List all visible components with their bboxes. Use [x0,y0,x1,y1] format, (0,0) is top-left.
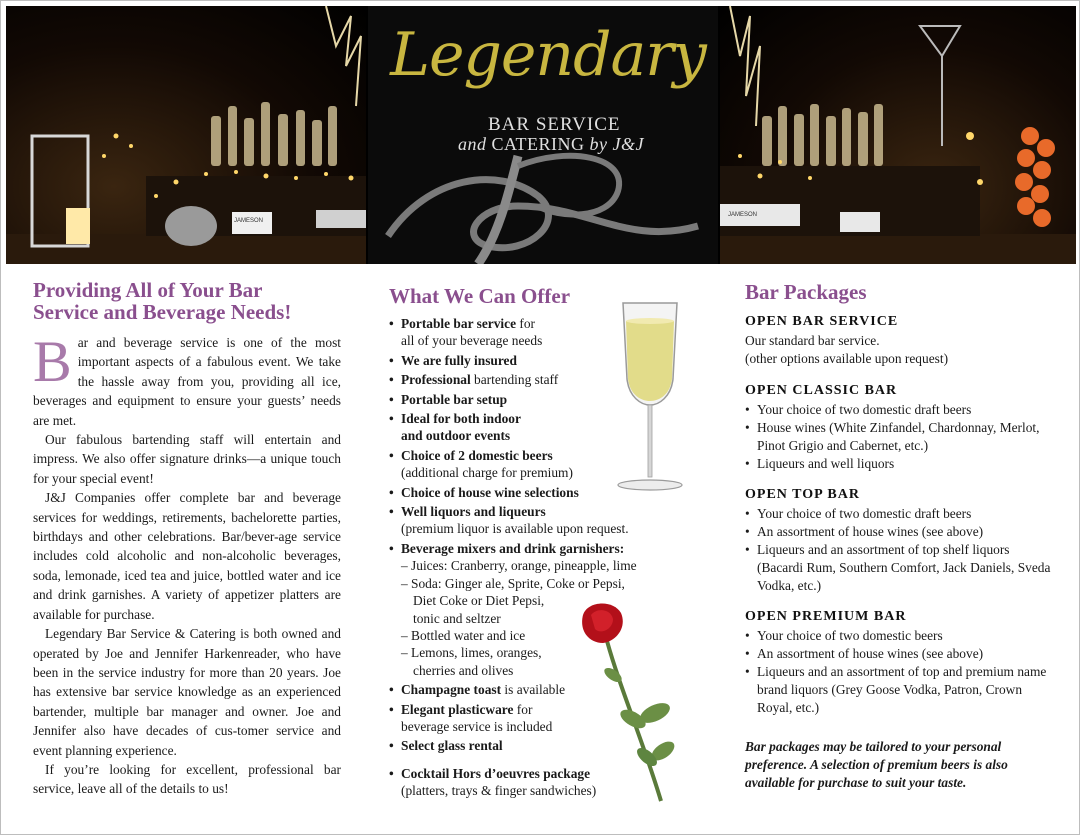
offer-item-bold: Select glass rental [401,738,503,754]
intro-column [33,279,341,799]
package-title: OPEN PREMIUM BAR [745,609,907,625]
packages-note: Bar packages may be tailored to your personal preference. A selection of premium beers is also available for purchase to suit your taste. [745,739,1008,790]
offer-item-bold: Elegant plasticware [401,701,514,717]
offer-item-bold: We are fully insured [401,352,517,368]
logo-script: Legendary [390,20,706,90]
offer-item-bold: Portable bar service [401,316,517,331]
package-premium-bar [745,609,1055,716]
intro-heading [33,279,341,323]
packages-heading: Bar Packages [745,280,867,304]
package-item: • Liqueurs and well liquors [745,455,1055,473]
logo-subtitle-line1: BAR SERVICE [488,114,621,135]
bar-photo-left-illustration [6,6,366,264]
packages-column [745,279,1055,791]
mixer-line-cont: tonic and seltzer [413,610,501,626]
bar-photo-left [6,6,366,264]
offer-item-text: is available [501,682,566,698]
bar-photo-right-illustration [720,6,1076,264]
package-title: OPEN BAR SERVICE [745,314,899,329]
offer-item-bold: Portable bar setup [401,391,508,407]
bar-photo-right [720,6,1076,264]
package-item: • An assortment of house wines (see above) [745,523,1055,541]
package-list [745,627,1055,716]
red-rose-image [573,601,689,807]
offer-item-bold: Choice of 2 domestic beers [401,447,553,463]
logo-by: by J&J [589,134,644,154]
offer-item-sub: and outdoor events [401,428,511,444]
offer-item-text: bartending staff [470,372,559,388]
package-title: OPEN CLASSIC BAR [745,383,898,399]
drop-cap: B [33,329,72,394]
offer-item-sub: beverage service is included [401,718,553,734]
logo-and: and [458,134,487,154]
package-item: • Your choice of two domestic draft beers [745,505,1055,523]
intro-heading-line2: Service and Beverage Needs! [33,300,292,324]
intro-paragraph-3: J&J Companies offer complete bar and beverage services for weddings, retirements, bachelorette parties, birthdays and other celebrations. Bar/bever-age service includes cold alcoholic and non-alcoholic beverages, soda, lemonade, iced tea and juice, bottled water and ice and drink garnishes. A variety of appetizer platters are available for purchase. [33,490,341,622]
intro-heading-line1: Providing All of Your Bar [33,278,263,302]
offer-item-text: for [513,701,533,717]
bottle-label: JAMESON [234,218,264,224]
mixer-line: – Lemons, limes, oranges, [401,645,542,661]
package-top-bar [745,487,1055,594]
mixer-line: – Juices: Cranberry, orange, pineapple, lime [401,558,637,574]
logo-panel [368,6,718,264]
intro-paragraph-1-text: ar and beverage service is one of the most important aspects of a fabulous event. We take the hassle away from you, providing all ice, beverages and equipment to ensure your guests’ needs are met. [33,335,341,428]
package-text: Our standard bar service. [745,333,880,348]
offer-item-bold: Champagne toast [401,682,502,698]
champagne-glass-image [613,299,687,495]
package-item: • Liqueurs and an assortment of top and premium name brand liquors (Grey Goose Vodka, Patron, Crown Royal, etc.) [745,663,1055,716]
package-item: • Your choice of two domestic beers [745,627,1055,645]
package-item: • An assortment of house wines (see above) [745,645,1055,663]
package-open-bar [745,314,1055,367]
intro-paragraph-5: If you’re looking for excellent, professional bar service, leave all of the details to us! [33,761,341,797]
mixer-line: – Soda: Ginger ale, Sprite, Coke or Pepsi, [401,575,625,591]
package-title: OPEN TOP BAR [745,487,860,503]
mixer-line-cont: Diet Coke or Diet Pepsi, [413,593,545,609]
offer-item-bold: Professional [401,372,471,388]
offer-item-sub: all of your beverage needs [401,333,543,349]
logo-catering: CATERING [491,134,585,154]
intro-paragraph-1 [33,329,341,430]
package-item: • House wines (White Zinfandel, Chardonnay, Merlot, Pinot Grigio and Cabernet, etc.) [745,419,1055,455]
intro-body [33,329,341,799]
offer-heading: What We Can Offer [389,284,571,308]
package-text: (other options available upon request) [745,350,949,366]
package-item: • Liqueurs and an assortment of top shelf liquors (Bacardi Rum, Southern Comfort, Jack Daniels, Sveda Vodka, etc.) [745,541,1055,594]
offer-item-bold: Beverage mixers and drink garnishers: [401,540,625,556]
intro-paragraph-2: Our fabulous bartending staff will entertain and impress. We also offer signature drinks—a unique touch for your special event! [33,432,341,486]
offer-item-sub: (premium liquor is available upon request. [401,521,629,537]
header-banner [6,6,1076,264]
mixer-line: – Bottled water and ice [401,627,526,643]
offer-item-text: for [516,316,535,331]
package-list [745,505,1055,594]
logo-subtitle-line2 [458,134,698,155]
bottle-label: JAMESON [728,212,758,218]
package-classic-bar [745,383,1055,472]
package-item: • Your choice of two domestic draft beers [745,401,1055,419]
offer-item-bold: Cocktail Hors d’oeuvres package [401,765,591,781]
intro-paragraph-4: Legendary Bar Service & Catering is both owned and operated by Joe and Jennifer Harkenreader, who have been in the service industry for more than 20 years. Joe has extensive bar service knowledge as an experienced bartender, multiple bar manager and owner. Joe and Jennifer also have decades of cus-tomer service and event planning experience. [33,626,341,758]
offer-item-sub: (platters, trays & finger sandwiches) [401,783,597,799]
offer-item-bold: Ideal for both indoor [401,411,521,427]
offer-item-bold: Choice of house wine selections [401,484,579,500]
offer-item-sub: (additional charge for premium) [401,465,573,481]
offer-item-bold: Well liquors and liqueurs [401,504,546,520]
offer-item [389,503,689,538]
mixer-line-cont: cherries and olives [413,662,514,678]
package-list [745,401,1055,472]
